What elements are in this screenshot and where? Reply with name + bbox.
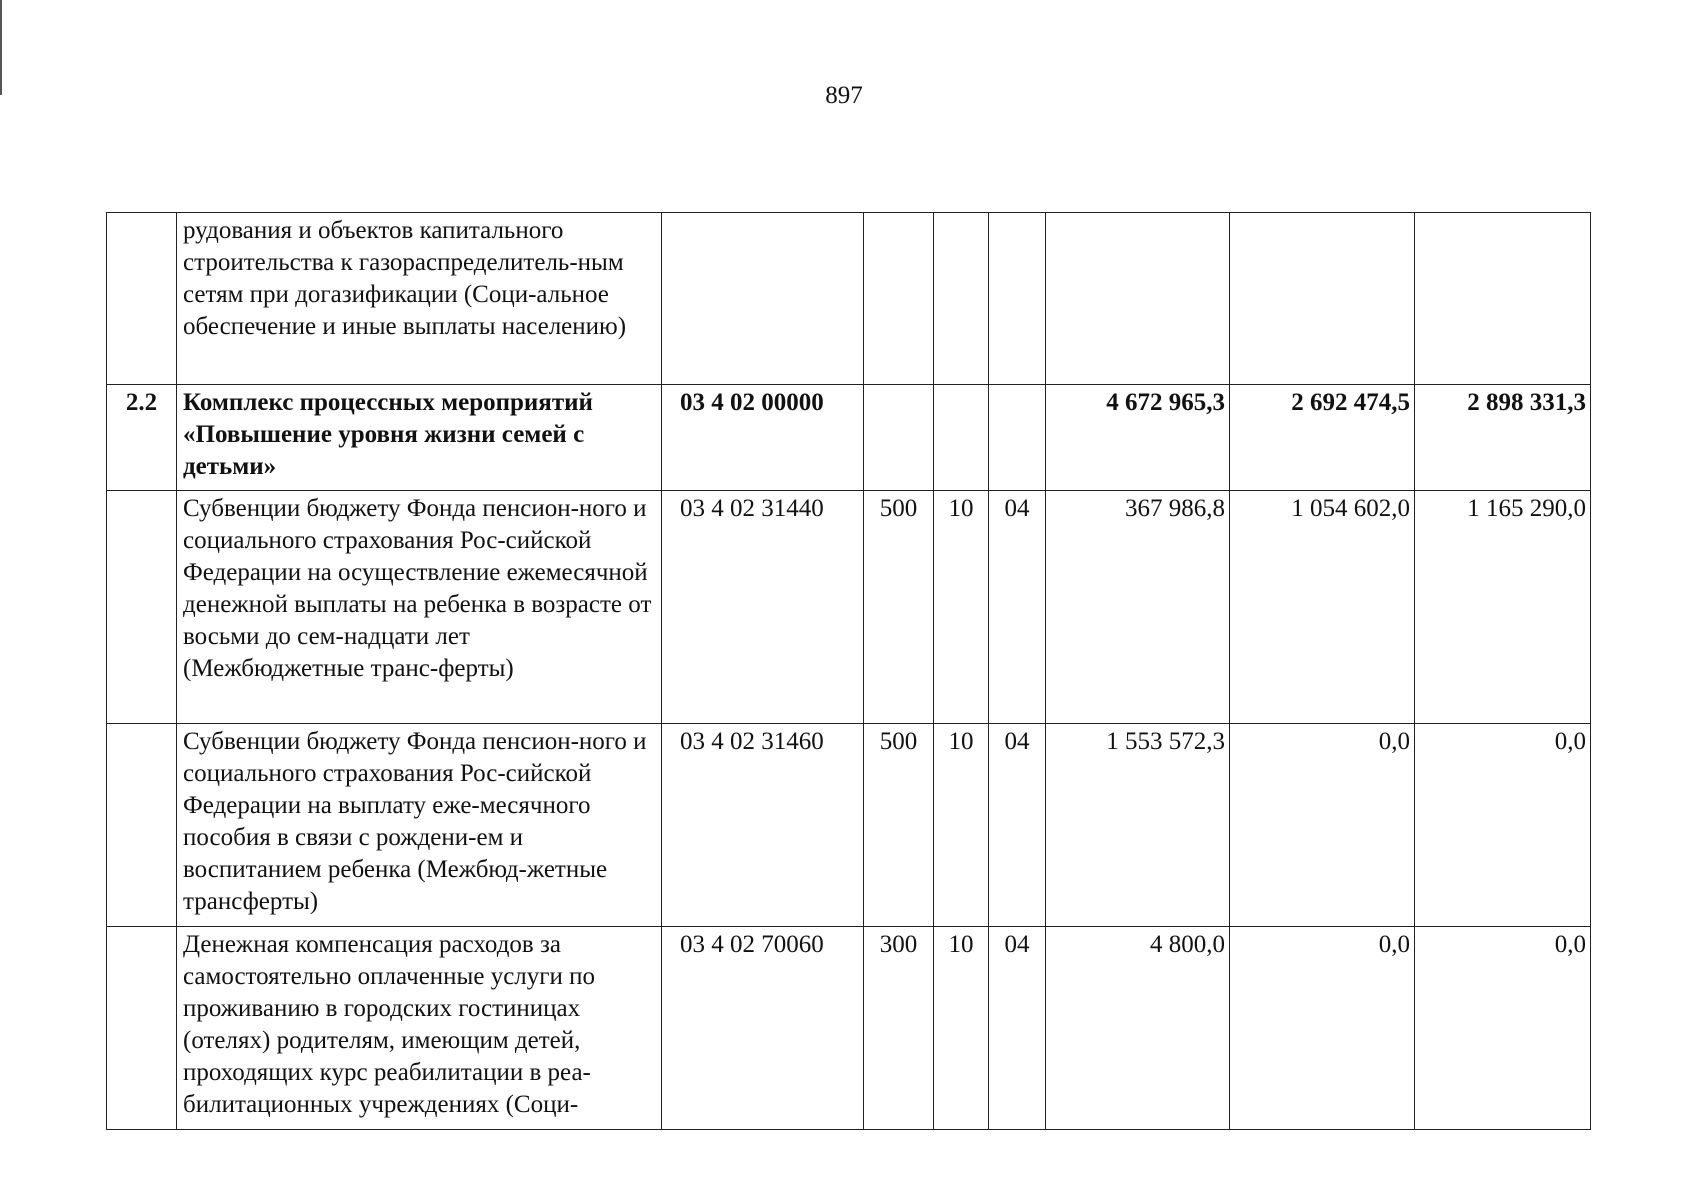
description-cell: Денежная компенсация расходов за самостоятельно оплаченные услуги по проживанию в городских гостиницах (отелях) родителям, имеющим детей, проходящих курс реабилитации в реа-билитационных учреждениях (Соци- [177,927,662,1130]
target-code-cell: 03 4 02 31460 [662,724,864,927]
expense-type-cell: 500 [864,491,934,724]
target-code-cell [662,213,864,385]
row-number-cell [107,213,177,385]
section-cell: 10 [934,724,989,927]
scan-edge-mark [0,0,2,95]
description-cell: Комплекс процессных мероприятий «Повышение уровня жизни семей с детьми» [177,385,662,491]
subsection-cell [989,385,1046,491]
amount-year3-cell: 1 165 290,0 [1415,491,1591,724]
amount-year1-cell: 4 672 965,3 [1046,385,1230,491]
amount-year1-cell [1046,213,1230,385]
amount-year3-cell: 0,0 [1415,927,1591,1130]
subsection-cell: 04 [989,927,1046,1130]
amount-year2-cell: 1 054 602,0 [1230,491,1415,724]
amount-year3-cell: 0,0 [1415,724,1591,927]
amount-year2-cell: 0,0 [1230,724,1415,927]
table-row [107,491,1591,724]
row-number-cell [107,491,177,724]
target-code-cell: 03 4 02 00000 [662,385,864,491]
table-row [107,213,1591,385]
expense-type-cell [864,213,934,385]
table-row [107,724,1591,927]
budget-table [106,212,1591,1130]
description-cell: рудования и объектов капитального строительства к газораспределитель-ным сетям при догазификации (Соци-альное обеспечение и иные выплаты населению) [177,213,662,385]
subsection-cell: 04 [989,724,1046,927]
target-code-cell: 03 4 02 31440 [662,491,864,724]
expense-type-cell [864,385,934,491]
section-cell: 10 [934,491,989,724]
row-number-cell [107,927,177,1130]
table-row [107,385,1591,491]
section-cell: 10 [934,927,989,1130]
amount-year1-cell: 4 800,0 [1046,927,1230,1130]
amount-year3-cell: 2 898 331,3 [1415,385,1591,491]
amount-year2-cell: 2 692 474,5 [1230,385,1415,491]
row-number-cell [107,724,177,927]
target-code-cell: 03 4 02 70060 [662,927,864,1130]
section-cell [934,213,989,385]
amount-year3-cell [1415,213,1591,385]
page-number: 897 [825,82,863,109]
row-number-cell: 2.2 [107,385,177,491]
table-row [107,927,1591,1130]
description-cell: Субвенции бюджету Фонда пенсион-ного и социального страхования Рос-сийской Федерации на выплату еже-месячного пособия в связи с рождени-ем и воспитанием ребенка (Межбюд-жетные трансферты) [177,724,662,927]
expense-type-cell: 300 [864,927,934,1130]
amount-year1-cell: 1 553 572,3 [1046,724,1230,927]
description-cell: Субвенции бюджету Фонда пенсион-ного и социального страхования Рос-сийской Федерации на осуществление ежемесячной денежной выплаты на ребенка в возрасте от восьми до сем-надцати лет (Межбюджетные транс-ферты) [177,491,662,724]
amount-year2-cell [1230,213,1415,385]
section-cell [934,385,989,491]
amount-year1-cell: 367 986,8 [1046,491,1230,724]
expense-type-cell: 500 [864,724,934,927]
subsection-cell: 04 [989,491,1046,724]
subsection-cell [989,213,1046,385]
amount-year2-cell: 0,0 [1230,927,1415,1130]
